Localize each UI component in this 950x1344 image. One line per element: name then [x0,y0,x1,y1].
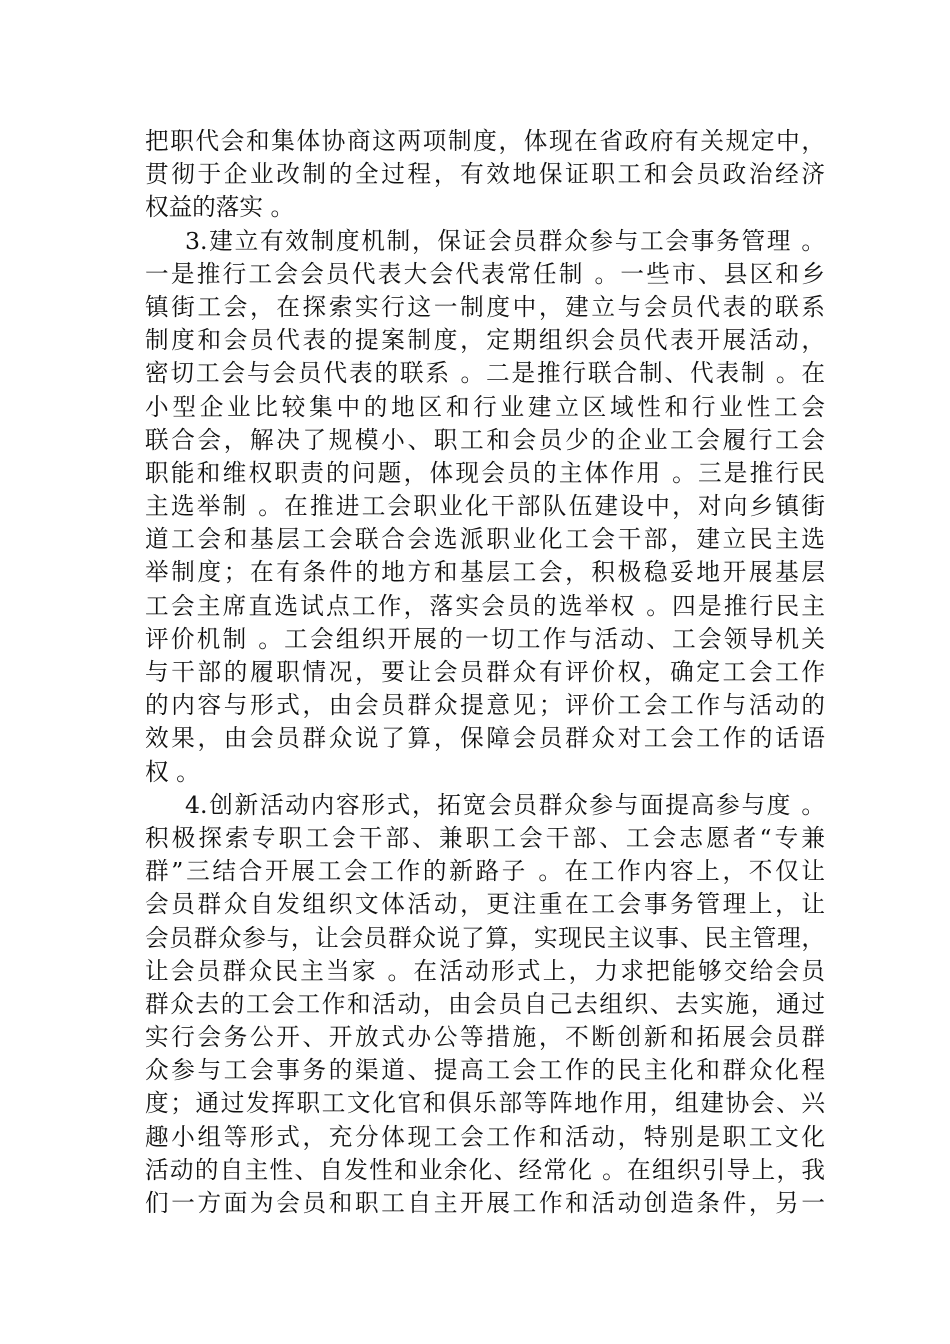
text-line: 众参与工会事务的渠道、提高工会工作的民主化和群众化程 [145,1056,825,1085]
text-line: 权益的落实 。 [145,193,295,222]
text-line: 会员群众自发组织文体活动，更注重在工会事务管理上，让 [145,890,825,919]
text-line: 道工会和基层工会联合会选派职业化工会干部，建立民主选 [145,525,825,554]
text-line: 主选举制 。在推进工会职业化干部队伍建设中，对向乡镇街 [145,492,825,521]
text-line: 活动的自主性、自发性和业余化、经常化 。在组织引导上，我 [145,1155,825,1184]
text-line: 举制度；在有条件的地方和基层工会，积极稳妥地开展基层 [145,558,825,587]
text-line: 让会员群众民主当家 。在活动形式上，力求把能够交给会员 [145,956,825,985]
text-line: 3.建立有效制度机制，保证会员群众参与工会事务管理 。 [185,226,825,255]
text-line: 小型企业比较集中的地区和行业建立区域性和行业性工会 [145,392,825,421]
text-line: 把职代会和集体协商这两项制度，体现在省政府有关规定中， [145,127,825,155]
text-line: 度；通过发挥职工文化官和俱乐部等阵地作用，组建协会、兴 [145,1089,825,1118]
text-line: 制度和会员代表的提案制度，定期组织会员代表开展活动， [145,326,825,355]
text-line: 的内容与形式，由会员群众提意见；评价工会工作与活动的 [145,691,825,720]
text-line: 联合会，解决了规模小、职工和会员少的企业工会履行工会 [145,425,825,454]
text-line: 趣小组等形式，充分体现工会工作和活动，特别是职工文化 [145,1122,825,1151]
text-line: 效果，由会员群众说了算，保障会员群众对工会工作的话语 [145,724,825,753]
text-line: 会员群众参与，让会员群众说了算，实现民主议事、民主管理， [145,923,825,952]
text-line: 密切工会与会员代表的联系 。二是推行联合制、代表制 。在 [145,359,825,388]
text-line: 实行会务公开、开放式办公等措施，不断创新和拓展会员群 [145,1023,825,1052]
text-line: 4.创新活动内容形式，拓宽会员群众参与面提高参与度 。 [185,790,825,819]
text-line: 们一方面为会员和职工自主开展工作和活动创造条件，另一 [145,1189,825,1217]
text-line: 评价机制 。工会组织开展的一切工作与活动、工会领导机关 [145,624,825,653]
text-line: 与干部的履职情况，要让会员群众有评价权，确定工会工作 [145,658,825,686]
text-line: 权 。 [145,757,200,786]
text-line: 群众去的工会工作和活动，由会员自己去组织、去实施，通过 [145,989,825,1018]
text-line: 工会主席直选试点工作，落实会员的选举权 。四是推行民主 [145,591,825,620]
document-page [145,125,825,1220]
text-line: 群”三结合开展工会工作的新路子 。在工作内容上，不仅让 [145,857,825,886]
text-line: 职能和维权职责的问题，体现会员的主体作用 。三是推行民 [145,458,825,487]
text-line: 镇街工会，在探索实行这一制度中，建立与会员代表的联系 [145,292,825,321]
text-line: 贯彻于企业改制的全过程，有效地保证职工和会员政治经济 [145,160,825,189]
text-line: 一是推行工会会员代表大会代表常任制 。一些市、县区和乡 [145,259,825,288]
text-line: 积极探索专职工会干部、兼职工会干部、工会志愿者“专兼 [145,823,825,852]
